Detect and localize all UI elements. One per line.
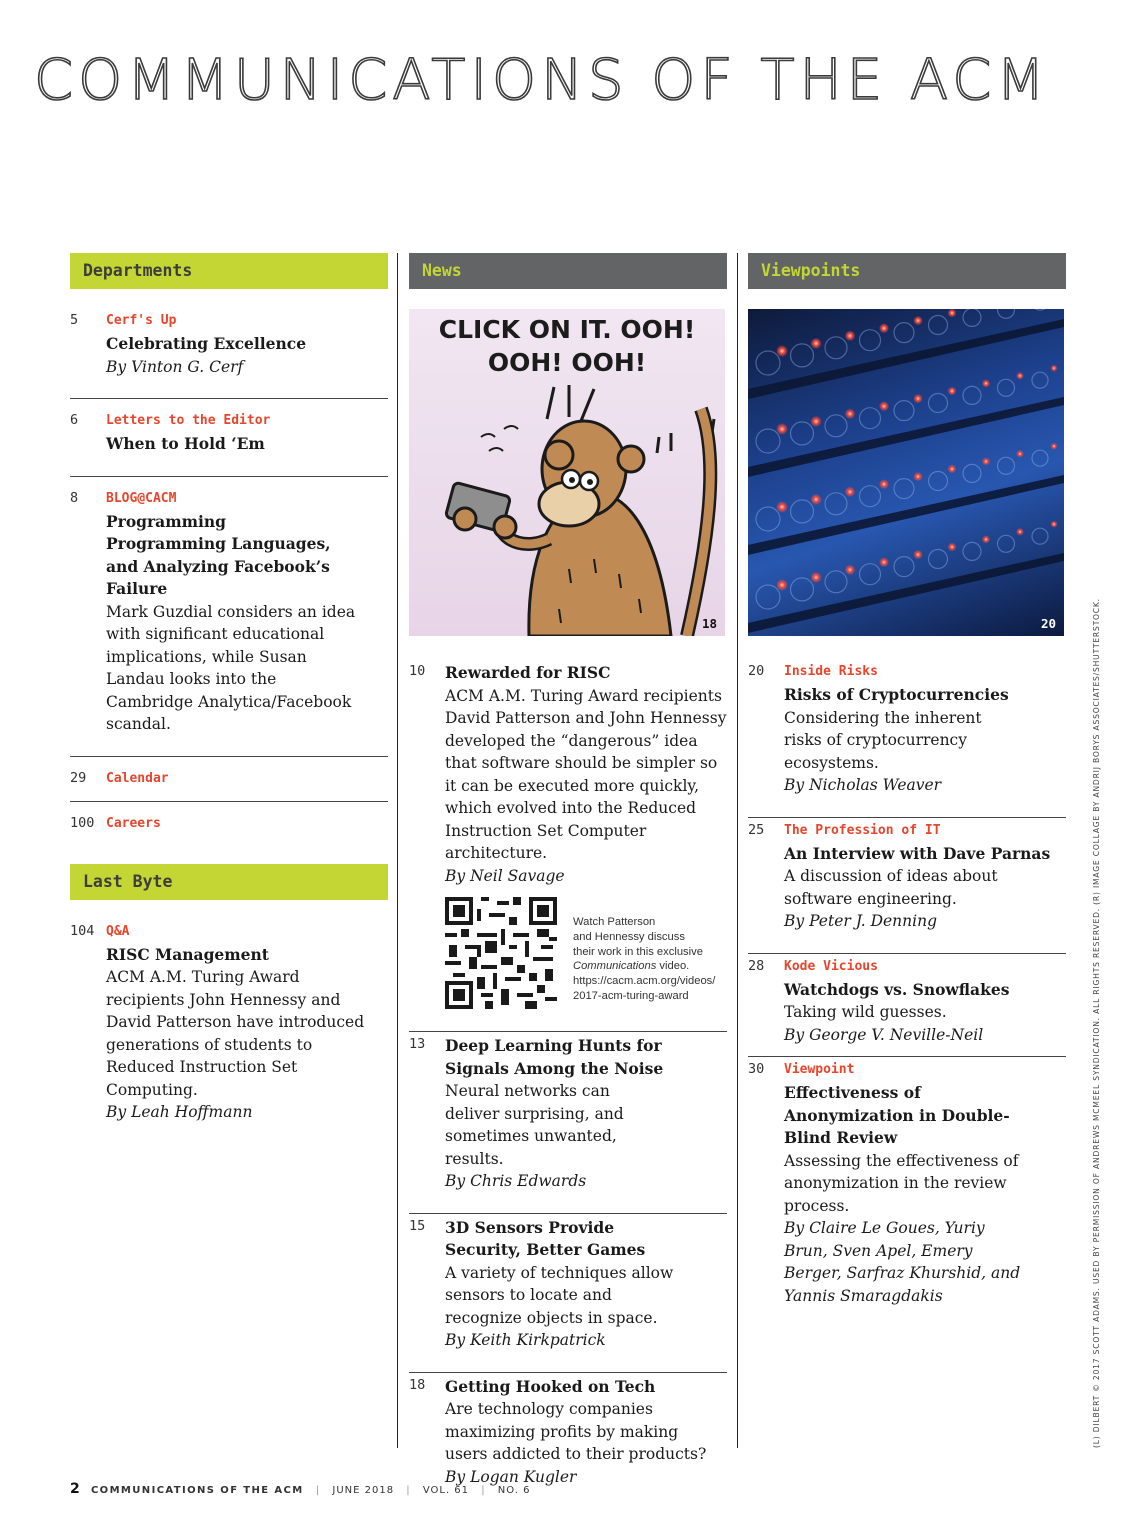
toc-entry[interactable] <box>70 814 388 834</box>
toc-entry[interactable] <box>409 662 727 887</box>
article-description: ACM A.M. Turing Award recipients John Hennessy and David Patterson have introduced generations of students to Reduced Instruction Set Computing. <box>106 968 365 1099</box>
department-label: Kode Vicious <box>784 958 878 974</box>
viewpoints-header: Viewpoints <box>748 253 1066 289</box>
article-byline: By Claire Le Goues, Yuriy Brun, Sven Apel, Emery Berger, Sarfraz Khurshid, and Yannis Smaragdakis <box>784 1219 1021 1305</box>
article-title: When to Hold ‘Em <box>106 434 265 453</box>
article-description: ACM A.M. Turing Award recipients David Patterson and John Hennessy developed the “dangerous” idea that software should be simpler so it can be executed more quickly, which evolved into the Reduced Instruction Set Computer architecture. <box>445 686 727 862</box>
toc-entry[interactable] <box>70 922 380 1124</box>
page-number: 28 <box>748 957 765 974</box>
qr-code-icon <box>445 897 557 1009</box>
page-number: 6 <box>70 412 79 428</box>
video-url[interactable]: https://cacm.acm.org/videos/ <box>573 975 716 988</box>
footer-separator: | <box>406 1485 411 1496</box>
news-header: News <box>409 253 727 289</box>
article-byline: By Logan Kugler <box>445 1467 577 1486</box>
toc-entry[interactable] <box>409 1035 727 1193</box>
article-title: An Interview with Dave Parnas <box>784 843 1051 863</box>
viewpoints-column <box>748 253 1066 1307</box>
image-credit: (L) DILBERT © 2017 SCOTT ADAMS. USED BY PERMISSION OF ANDREWS MCMEEL SYNDICATION. ALL RIGHTS RESERVED. (R) IMAGE COLLAGE BY ANDRIJ BORYS ASSOCIATES/SHUTTERSTOCK. <box>1092 598 1101 1448</box>
article-byline: By Leah Hoffmann <box>106 1103 253 1121</box>
toc-entry[interactable] <box>70 311 388 378</box>
department-label: BLOG@CACM <box>106 490 177 506</box>
toc-entry[interactable] <box>409 1217 727 1352</box>
divider <box>409 1372 727 1373</box>
department-label: Inside Risks <box>784 664 878 679</box>
last-byte-header: Last Byte <box>70 864 388 900</box>
page-number: 20 <box>748 663 765 679</box>
article-title: Programming Programming Languages, and Analyzing Facebook’s Failure <box>106 511 331 598</box>
column-rule-2 <box>737 253 738 1448</box>
page-number: 5 <box>70 312 79 328</box>
divider <box>70 476 388 477</box>
page-number: 25 <box>748 821 765 838</box>
server-rack-photo <box>748 309 1064 636</box>
figure-page-number: 20 <box>1040 616 1056 631</box>
dilbert-cartoon <box>409 309 725 636</box>
toc-entry[interactable] <box>748 1060 1066 1307</box>
server-rack-illustration <box>748 309 1064 636</box>
figure-page-number: 18 <box>701 616 717 631</box>
footer-number: NO. 6 <box>497 1485 531 1496</box>
article-title: Risks of Cryptocurrencies <box>784 685 1009 704</box>
page-number: 8 <box>70 489 79 506</box>
article-byline: By Vinton G. Cerf <box>106 357 244 376</box>
page-number: 13 <box>409 1036 426 1052</box>
monkey-illustration <box>409 309 725 636</box>
article-description: Considering the inherent risks of cryptocurrency ecosystems. <box>784 708 982 772</box>
article-title: Rewarded for RISC <box>445 663 611 682</box>
article-description: A discussion of ideas about software engineering. <box>784 867 998 908</box>
article-description: A variety of techniques allow sensors to locate and recognize objects in space. <box>445 1263 674 1327</box>
video-caption: Watch Patterson and Hennessy discuss their work in this exclusive Communications video. https://cacm.acm.org/videos/ 2017-acm-turing-award <box>573 915 743 1004</box>
article-title: RISC Management <box>106 944 269 964</box>
video-callout[interactable] <box>445 893 727 1021</box>
toc-entry[interactable] <box>409 1376 727 1489</box>
news-column <box>409 253 727 1488</box>
masthead: COMMUNICATIONS OF THE ACM <box>34 48 1050 113</box>
folio-page-number: 2 <box>70 1481 81 1497</box>
page-number: 100 <box>70 814 95 831</box>
toc-entry[interactable] <box>70 411 388 456</box>
article-title: Effectiveness of Anonymization in Double-Blind Review <box>784 1083 1010 1147</box>
page-number: 15 <box>409 1217 426 1234</box>
article-byline: By George V. Neville-Neil <box>784 1025 984 1044</box>
divider <box>748 953 1066 954</box>
footer-magazine: COMMUNICATIONS OF THE ACM <box>90 1485 304 1496</box>
cartoon-caption: CLICK ON IT. OOH! OOH! OOH! <box>438 315 696 377</box>
toc-entry[interactable] <box>748 957 1066 1047</box>
article-byline: By Peter J. Denning <box>784 912 938 930</box>
department-label: Calendar <box>106 770 169 786</box>
article-description: Mark Guzdial considers an idea with significant educational implications, while Susan Landau looks into the Cambridge Analytica/Facebook scandal. <box>106 602 356 733</box>
footer-volume: VOL. 61 <box>422 1485 470 1496</box>
article-byline: By Keith Kirkpatrick <box>445 1331 606 1349</box>
footer-separator: | <box>481 1485 486 1496</box>
article-description: Neural networks can deliver surprising, and sometimes unwanted, results. <box>445 1082 624 1168</box>
divider <box>748 1056 1066 1057</box>
article-title: Watchdogs vs. Snowflakes <box>784 979 1010 999</box>
divider <box>748 817 1066 818</box>
footer-separator: | <box>315 1485 321 1496</box>
footer-date: JUNE 2018 <box>332 1485 395 1496</box>
article-byline: By Neil Savage <box>445 866 565 885</box>
departments-column <box>70 253 388 1124</box>
department-label: Q&A <box>106 923 130 939</box>
article-title: Getting Hooked on Tech <box>445 1376 656 1396</box>
toc-entry[interactable] <box>748 821 1066 933</box>
page-number: 18 <box>409 1376 426 1393</box>
divider <box>409 1031 727 1032</box>
department-label: The Profession of IT <box>784 822 941 838</box>
toc-entry[interactable] <box>70 489 356 736</box>
article-title: Deep Learning Hunts for Signals Among the Noise <box>445 1036 664 1078</box>
column-rule-1 <box>397 253 398 1448</box>
page-number: 30 <box>748 1061 765 1077</box>
divider <box>409 1213 727 1214</box>
page-number: 29 <box>70 769 87 786</box>
page-number: 10 <box>409 663 426 679</box>
toc-entry[interactable] <box>748 662 1066 797</box>
article-title: 3D Sensors Provide Security, Better Games <box>445 1217 646 1259</box>
article-description: Taking wild guesses. <box>784 1003 947 1021</box>
page-footer <box>70 1481 530 1497</box>
article-description: Assessing the effectiveness of anonymization in the review process. <box>784 1151 1019 1215</box>
department-label: Viewpoint <box>784 1062 855 1077</box>
divider <box>70 801 388 802</box>
page-number: 104 <box>70 922 95 939</box>
article-title: Celebrating Excellence <box>106 334 307 353</box>
divider <box>70 756 388 757</box>
departments-header: Departments <box>70 253 388 289</box>
divider <box>70 398 388 399</box>
department-label: Cerf's Up <box>106 313 177 328</box>
department-label: Letters to the Editor <box>106 413 271 428</box>
article-byline: By Nicholas Weaver <box>784 776 942 794</box>
department-label: Careers <box>106 815 161 831</box>
article-byline: By Chris Edwards <box>445 1172 587 1190</box>
article-description: Are technology companies maximizing profits by making users addicted to their products? <box>445 1400 707 1463</box>
toc-entry[interactable] <box>70 769 388 789</box>
